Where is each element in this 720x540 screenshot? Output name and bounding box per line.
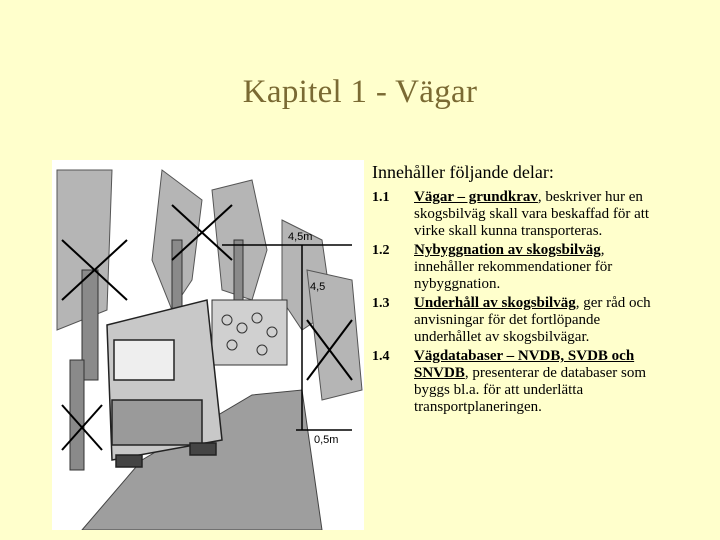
item-number: 1.2: [372, 243, 390, 258]
timber-load: [212, 300, 287, 365]
item-description: , ger råd och anvisningar för det fortlöpande underhållet av skogsbilvägar.: [414, 295, 651, 345]
item-text: [414, 242, 672, 293]
item-heading: Nybyggnation av skogsbilväg: [414, 242, 601, 258]
item-number: 1.1: [372, 190, 390, 205]
item-description: , presenterar de databaser som byggs bl.a. för att underlätta transportplaneringen.: [414, 365, 647, 415]
list-item: [372, 295, 672, 346]
item-heading: Vägar – grundkrav: [414, 189, 538, 205]
height-label: 4,5m: [288, 231, 313, 243]
item-number: 1.4: [372, 349, 390, 364]
item-heading: Underhåll av skogsbilväg: [414, 295, 576, 311]
logging-truck-illustration: [52, 160, 364, 530]
list-item: [372, 348, 672, 416]
ground-label: 0,5m: [314, 434, 339, 446]
contents-list: [372, 162, 672, 418]
list-item: [372, 242, 672, 293]
slide-title: Kapitel 1 - Vägar: [242, 74, 478, 110]
item-text: [414, 189, 672, 240]
item-description: , innehåller rekommendationer för nybyggnation.: [414, 242, 613, 292]
item-description: , beskriver hur en skogsbilväg skall vara beskaffad för att virke skall kunna transporteras.: [414, 189, 650, 239]
intro-text: Innehåller följande delar:: [372, 162, 554, 182]
item-text: [414, 295, 672, 346]
item-text: [414, 348, 672, 416]
item-number: 1.3: [372, 296, 390, 311]
truck-cab: [107, 300, 222, 467]
side-label: 4,5: [310, 281, 326, 293]
item-heading: Vägdatabaser – NVDB, SVDB och SNVDB: [414, 348, 635, 381]
list-item: [372, 189, 672, 240]
